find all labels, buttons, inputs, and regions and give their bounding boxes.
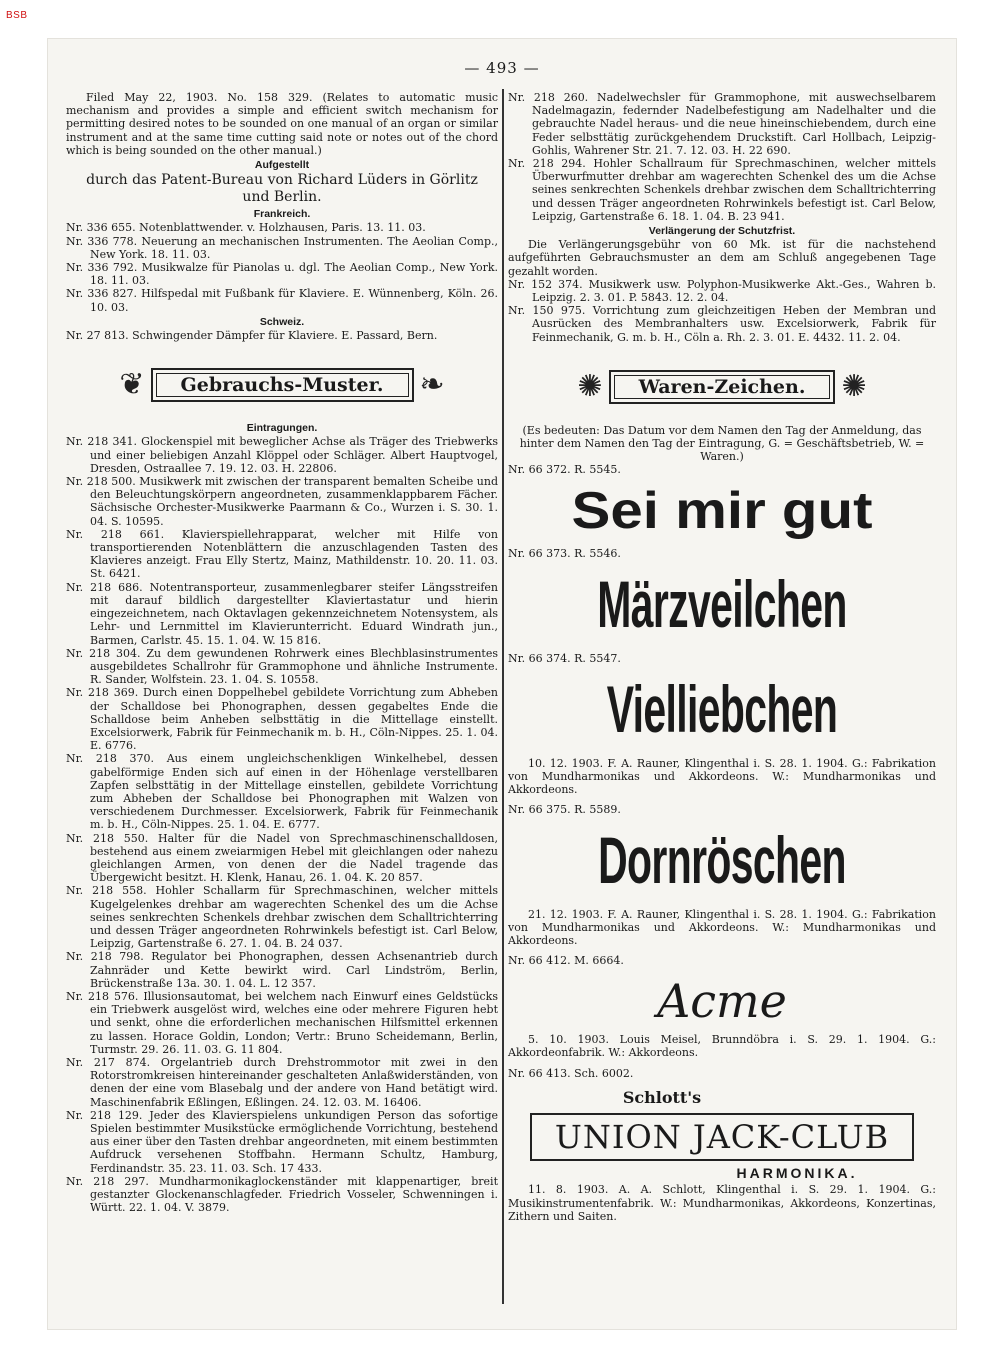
gm-entry: Nr. 218 341. Glockenspiel mit beweglicher Achse als Träger des Triebwerks und einer beliebigen Anzahl Klöppel oder Schläger. Albert Hauptvogel, Dresden, Ostraallee 7. 19. 12. 03. H. 22806. (66, 435, 498, 475)
trademark-wordmark: UNION JACK-CLUB (530, 1113, 914, 1161)
patent-bureau-line: durch das Patent-Bureau von Richard Lüders in Görlitz (86, 172, 478, 189)
patent-entry: Nr. 336 792. Musikwalze für Pianolas u. dgl. The Aeolian Comp., New York. 18. 11. 03. (66, 261, 498, 288)
trademark-info: 10. 12. 1903. F. A. Rauner, Klingenthal i. S. 28. 1. 1904. G.: Fabrikation von Mundharmonikas und Akkordeons. W.: Mundharmonikas und Akkordeons. (508, 757, 936, 797)
patent-bureau-city: und Berlin. (242, 189, 322, 206)
trademark-top-line: Schlott's (622, 1088, 702, 1108)
left-column (66, 91, 498, 1214)
ornament-icon: ❧ (419, 367, 445, 403)
warenzeichen-note: (Es bedeuten: Das Datum vor dem Namen den Tag der Anmeldung, das hinter dem Namen den Tag der Eintragung, G. = Geschäftsbetrieb, W. = Waren.) (519, 423, 925, 464)
trademark-info: 11. 8. 1903. A. A. Schlott, Klingenthal i. S. 29. 1. 1904. G.: Musikinstrumentenfabrik. W.: Mundharmonikas, Akkordeons, Konzertinas, Zithern und Saiten. (508, 1183, 936, 1223)
scanned-page (47, 38, 957, 1330)
gm-entry: Nr. 218 798. Regulator bei Phonographen, dessen Achsenantrieb durch Zahnräder und Kette bewirkt wird. Carl Lindström, Berlin, Brückenstraße 13a. 30. 1. 04. L. 12 357. (66, 950, 498, 990)
trademark-number: Nr. 66 413. Sch. 6002. (508, 1067, 634, 1081)
verlaengerung-entry: Nr. 152 374. Musikwerk usw. Polyphon-Musikwerke Akt.-Ges., Wahren b. Leipzig. 2. 3. 01. P. 5843. 12. 2. 04. (508, 277, 936, 305)
gm-entry: Nr. 218 500. Musikwerk mit zwischen der transparent bemalten Scheibe und den Beleuchtungskörpern angeordneten, zusammenklappbarem Fächer. Sächsische Orchester-Musikwerke Paarmann & Co., Wurzen i. S. 30. 1. 04. S. 10595. (66, 475, 498, 528)
gm-entry: Nr. 218 260. Nadelwechsler für Grammophone, mit auswechselbarem Nadelmagazin, federnder Nadelbefestigung am Nadelhalter und die gebrauchte Nadel heraus- und die neue hineinschiebendem, durch eine Feder selbsttätig zurückgehendem Druckstift. Carl Hollbach, Leipzig-Gohlis, Wahrener Str. 21. 7. 12. 03. H. 22 690. (508, 91, 936, 157)
aufgestellt-heading: Aufgestellt (254, 159, 310, 172)
patent-entry: Nr. 27 813. Schwingender Dämpfer für Klaviere. E. Passard, Bern. (66, 329, 438, 343)
frankreich-heading: Frankreich. (253, 208, 311, 221)
library-stamp: BSB (6, 10, 28, 21)
gm-entry: Nr. 218 550. Halter für die Nadel von Sprechmaschinenschalldosen, bestehend aus einem zweiarmigen Hebel mit gleichlangen oder nahezu gleichlangen Armen, von denen der die Nadel tragende das Übergewicht besitzt. H. Klenk, Hanau, 26. 1. 04. K. 20 857. (66, 831, 498, 885)
gm-entry: Nr. 218 304. Zu dem gewundenen Rohrwerk eines Blechblasinstrumentes ausgebildetes Schallrohr für Grammophone und ähnliche Instrumente. R. Sander, Wolfstein. 23. 1. 04. S. 10558. (66, 646, 498, 687)
gebrauchsmuster-banner (66, 364, 498, 406)
trademark-wordmark: Märzveilchen (597, 566, 847, 641)
gm-entry: Nr. 218 369. Durch einen Doppelhebel gebildete Vorrichtung zum Abheben der Schalldose bei Phonographen, dessen gegabeltes Ende die Schalldose beim Anheben selbsttätig in die Mittellage einstellt. Excelsiorwerk, Fabrik für Feinmechanik m. b. H., Cöln-Nippes. 25. 1. 04. E. 6776. (66, 686, 498, 753)
gm-entry: Nr. 218 686. Notentransporteur, zusammenlegbarer steifer Längsstreifen mit darauf bildlich dargestellter Klaviertastatur und hierin eingezeichnetem, nach Oktavlagen gekennzeichnetem Notensystem, als Lehr- und Lernmittel im Klavierunterricht. Eduard Windrath jun., Barmen, Carlstr. 45. 15. 1. 04. W. 15 816. (66, 580, 498, 647)
trademark-wordmark: Acme (657, 973, 787, 1028)
schweiz-heading: Schweiz. (259, 315, 305, 328)
patent-intro: Filed May 22, 1903. No. 158 329. (Relates to automatic music mechanism and provides a simple and efficient switch mechanism for permitting desired notes to be sounded on one manual of an organ or similar instrument and at the same time cutting said note or notes out of the chord which is being sounded on the other manual.) (66, 91, 498, 157)
trademark-wordmark: Vielliebchen (606, 672, 838, 747)
warenzeichen-banner (508, 366, 936, 408)
gm-entry: Nr. 218 576. Illusionsautomat, bei welchem nach Einwurf eines Geldstücks ein Triebwerk ausgelöst wird, welches eine oder mehrere Figuren hebt und senkt, ohne die erforderlichen mechanischen Hilfsmittel erkennen zu lassen. Horace Goldin, London; Vertr.: Bruno Scheidemann, Berlin, Turmstr. 29. 26. 11. 03. G. 11 804. (66, 989, 498, 1056)
warenzeichen-title: Waren-Zeichen. (609, 370, 836, 404)
trademark-info: 5. 10. 1903. Louis Meisel, Brunndöbra i. S. 29. 1. 1904. G.: Akkordeonfabrik. W.: Akkordeons. (508, 1032, 936, 1059)
gebrauchsmuster-title: Gebrauchs-Muster. (151, 368, 414, 402)
trademark-number: Nr. 66 412. M. 6664. (508, 953, 624, 967)
trademark-wordmark: Sei mir gut (571, 481, 873, 540)
patent-entry: Nr. 336 827. Hilfspedal mit Fußbank für Klaviere. E. Wünnenberg, Köln. 26. 10. 03. (66, 287, 498, 314)
page-number: — 493 — (464, 59, 540, 77)
gm-entry: Nr. 218 661. Klavierspiellehrapparat, welcher mit Hilfe von transportierenden Notenblättern die anzuschlagenden Tasten des Klavieres anzeigt. Frau Elly Stertz, Mainz, Mathildenstr. 10. 20. 11. 03. St. 6421. (66, 527, 498, 581)
trademark-info: 21. 12. 1903. F. A. Rauner, Klingenthal i. S. 28. 1. 1904. G.: Fabrikation von Mundharmonikas und Akkordeons. W.: Mundharmonikas und Akkordeons. (508, 907, 936, 948)
trademark-bottom-line: HARMONIKA. (736, 1165, 858, 1182)
trademark-wordmark: Dornröschen (598, 822, 846, 897)
trademark-number: Nr. 66 373. R. 5546. (508, 546, 621, 560)
eintragungen-heading: Eintragungen. (246, 422, 318, 435)
gm-entry: Nr. 218 129. Jeder des Klavierspielens unkundigen Person das sofortige Spielen bestimmter Musikstücke ermöglichende Vorrichtung, bestehend aus einer über den Tasten drehbar angeordneten, mit einem bestimmten Aufdruck versehenen Stoffbahn. Hermann Schultz, Hamburg, Ferdinandstr. 35. 23. 11. 03. Sch. 17 433. (66, 1108, 498, 1175)
verlaengerung-heading: Verlängerung der Schutzfrist. (648, 225, 796, 238)
right-column (508, 91, 936, 1223)
verlaengerung-entry: Nr. 150 975. Vorrichtung zum gleichzeitigen Heben der Membran und Ausrücken des Membranhalters usw. Excelsiorwerk, Fabrik für Feinmechanik, G. m. b. H., Cöln a. Rh. 2. 3. 01. E. 4432. 11. 2. 04. (508, 304, 936, 344)
patent-entry: Nr. 336 778. Neuerung an mechanischen Instrumenten. The Aeolian Comp., New York. 18. 11. 03. (66, 234, 498, 261)
trademark-number: Nr. 66 372. R. 5545. (508, 463, 621, 477)
gm-entry: Nr. 218 558. Hohler Schallarm für Sprechmaschinen, welcher mittels Kugelgelenkes drehbar am wagerechten Schenkel des um die Achse seines senkrechten Schenkels drehbar zwischen dem Schalltrichterring und dessen Träger angeordneten Rohrwinkels befestigt ist. Carl Below, Leipzig, Gartenstraße 6. 27. 1. 04. B. 24 037. (66, 884, 498, 951)
gm-entry: Nr. 218 297. Mundharmonikaglockenständer mit klappenartiger, breit gestanzter Glockenanschlagfeder. Friedrich Vosseler, Schwenningen i. Württ. 22. 1. 04. V. 3879. (66, 1174, 498, 1215)
patent-entry: Nr. 336 655. Notenblattwender. v. Holzhausen, Paris. 13. 11. 03. (66, 221, 426, 235)
ornament-icon: ❦ (119, 367, 145, 403)
trademark-number: Nr. 66 375. R. 5589. (508, 802, 621, 816)
gm-entry: Nr. 218 294. Hohler Schallraum für Sprechmaschinen, welcher mittels Überwurfmutter drehbar am wagerechten Schenkel des um die Achse seines senkrechten Schenkels drehbar zwischen dem Schalltrichterring und dessen Träger angeordneten Rohrwinkels befestigt ist. Carl Below, Leipzig, Gartenstraße 6. 18. 1. 04. B. 23 941. (508, 157, 936, 223)
verlaengerung-intro: Die Verlängerungsgebühr von 60 Mk. ist für die nachstehend aufgeführten Gebrauchsmuster an dem am Schluß angegebenen Tage gezahlt worden. (508, 238, 936, 278)
gm-entry: Nr. 217 874. Orgelantrieb durch Drehstrommotor mit zwei in den Rotorstromkreisen hintereinander geschalteten Anlaßwiderständen, von denen der eine vom Blasebalg und der andere von Hand betätigt wird. Maschinenfabrik Eßlingen, Eßlingen. 24. 12. 03. M. 16406. (66, 1056, 498, 1109)
ornament-icon: ✺ (577, 368, 603, 404)
gm-entry: Nr. 218 370. Aus einem ungleichschenkligen Winkelhebel, dessen gabelförmige Enden sich auf einen in der Höhenlage verstellbaren Zapfen selbsttätig in der Mittellage einstellen, gebildete Vorrichtung zum Abheben der Schalldose bei Phonographen mit Walzen von verschiedenem Durchmesser. Excelsiorwerk, Fabrik für Feinmechanik m. b. H., Cöln-Nippes. 25. 1. 04. E. 6777. (66, 752, 498, 832)
trademark-number: Nr. 66 374. R. 5547. (508, 651, 621, 665)
column-divider (502, 89, 504, 1304)
ornament-icon: ✺ (841, 368, 867, 404)
